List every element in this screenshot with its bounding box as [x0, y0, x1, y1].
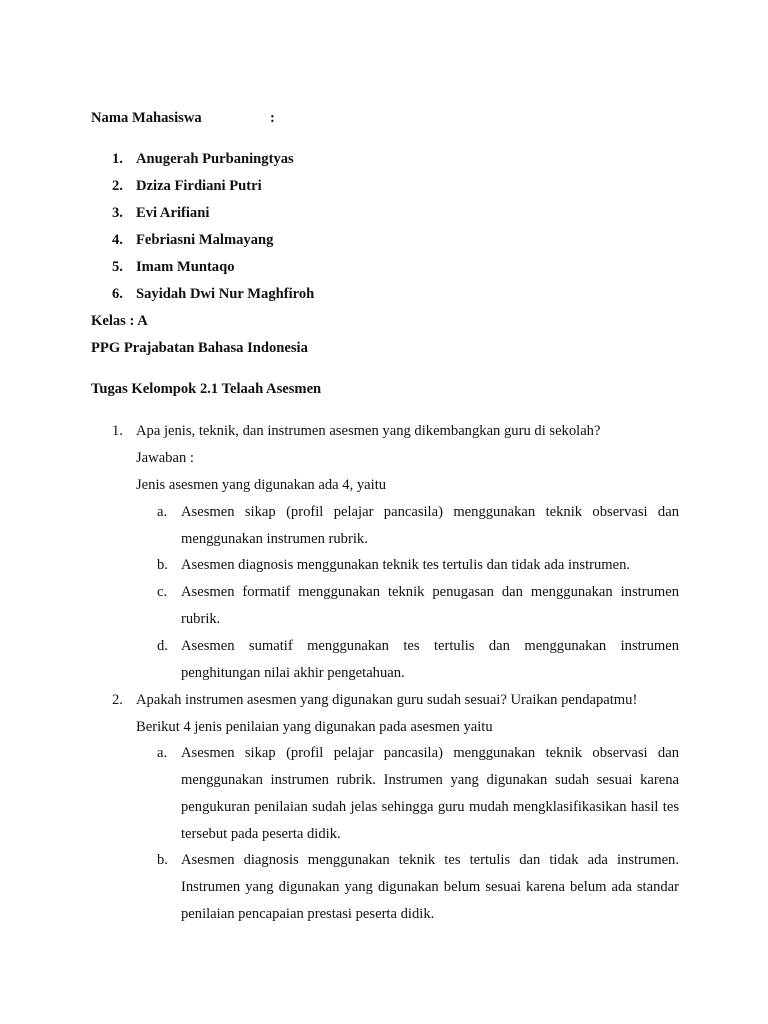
task-title: Tugas Kelompok 2.1 Telaah Asesmen	[91, 381, 322, 397]
item-text: Asesmen sumatif menggunakan tes tertulis dan menggunakan instrumen penghitungan nilai akhir pengetahuan.	[181, 638, 679, 681]
member-item	[112, 204, 209, 222]
member-item	[112, 177, 262, 195]
question-1	[112, 422, 600, 440]
answer-label: Jawaban :	[136, 450, 194, 466]
member-item	[112, 231, 273, 249]
question-number: 2.	[112, 692, 123, 708]
answer-intro: Jenis asesmen yang digunakan ada 4, yaitu	[136, 477, 387, 493]
item-text: Asesmen diagnosis menggunakan teknik tes tertulis dan tidak ada instrumen. Instrumen yang digunakan yang digunakan belum sesuai karena belum ada standar penilaian pencapaian prestasi peserta didik.	[181, 852, 679, 922]
member-number: 1.	[112, 151, 123, 167]
member-number: 6.	[112, 286, 123, 302]
student-name-colon: :	[270, 110, 275, 126]
member-name: Dziza Firdiani Putri	[136, 178, 262, 194]
answer-item	[157, 579, 679, 633]
item-marker: a.	[157, 745, 168, 761]
answer-item	[157, 633, 679, 687]
member-number: 5.	[112, 259, 123, 275]
member-number: 3.	[112, 205, 123, 221]
member-number: 2.	[112, 178, 123, 194]
item-marker: b.	[157, 557, 168, 573]
answer-item	[157, 847, 679, 928]
member-item	[112, 258, 235, 276]
program-label: PPG Prajabatan Bahasa Indonesia	[91, 340, 308, 356]
question-text: Apa jenis, teknik, dan instrumen asesmen yang dikembangkan guru di sekolah?	[136, 423, 601, 439]
item-marker: a.	[157, 504, 168, 520]
member-name: Sayidah Dwi Nur Maghfiroh	[136, 286, 315, 302]
question-text: Apakah instrumen asesmen yang digunakan guru sudah sesuai? Uraikan pendapatmu!	[136, 692, 638, 708]
answer-intro: Berikut 4 jenis penilaian yang digunakan pada asesmen yaitu	[136, 719, 493, 735]
student-name-label: Nama Mahasiswa	[91, 110, 202, 126]
class-label: Kelas : A	[91, 313, 148, 329]
item-text: Asesmen sikap (profil pelajar pancasila) menggunakan teknik observasi dan menggunakan instrumen rubrik.	[181, 504, 679, 547]
item-marker: b.	[157, 852, 168, 868]
member-name: Anugerah Purbaningtyas	[136, 151, 294, 167]
member-item	[112, 285, 314, 303]
answer-item	[157, 740, 679, 848]
item-text: Asesmen formatif menggunakan teknik penugasan dan menggunakan instrumen rubrik.	[181, 584, 679, 627]
answer-item	[157, 552, 679, 579]
item-text: Asesmen sikap (profil pelajar pancasila) menggunakan teknik observasi dan menggunakan instrumen rubrik. Instrumen yang digunakan sudah sesuai karena pengukuran penilaian sudah jelas sehingga guru mudah mengklasifikasikan hasil tes tersebut pada peserta didik.	[181, 745, 679, 842]
answer-item	[157, 499, 679, 553]
question-2	[112, 691, 637, 709]
member-name: Imam Muntaqo	[136, 259, 235, 275]
item-marker: d.	[157, 638, 168, 654]
item-text: Asesmen diagnosis menggunakan teknik tes tertulis dan tidak ada instrumen.	[181, 557, 631, 573]
item-marker: c.	[157, 584, 168, 600]
question-number: 1.	[112, 423, 123, 439]
member-name: Evi Arifiani	[136, 205, 210, 221]
member-number: 4.	[112, 232, 123, 248]
member-item	[112, 150, 294, 168]
member-name: Febriasni Malmayang	[136, 232, 274, 248]
